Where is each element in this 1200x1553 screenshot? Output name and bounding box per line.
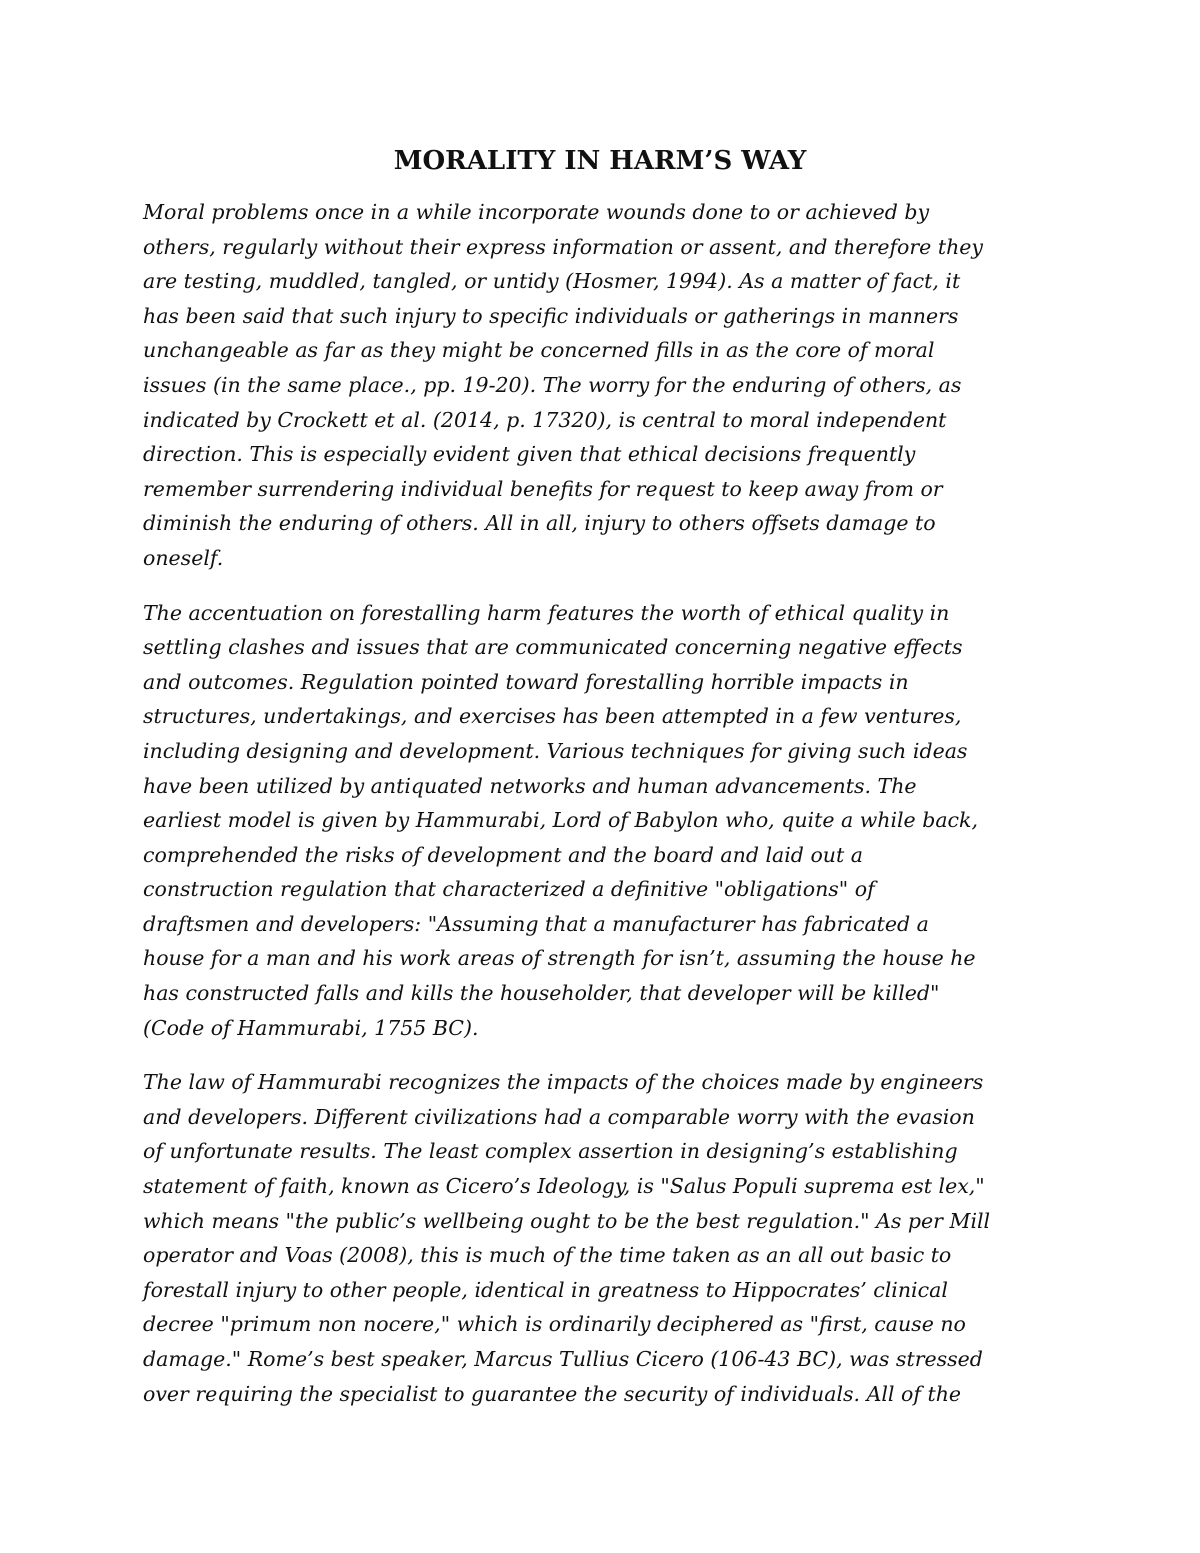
- paragraph-line: The accentuation on forestalling harm features the worth of ethical quality in: [143, 600, 950, 625]
- paragraph-line: over requiring the specialist to guarantee the security of individuals. All of the: [143, 1381, 962, 1406]
- paragraph-line: earliest model is given by Hammurabi, Lord of Babylon who, quite a while back,: [143, 808, 978, 833]
- document-body: [143, 195, 1063, 1431]
- paragraph-line: which means "the public’s wellbeing ought to be the best regulation." As per Mill: [143, 1208, 991, 1233]
- paragraph-line: Moral problems once in a while incorporate wounds done to or achieved by: [143, 200, 930, 224]
- paragraph-line: forestall injury to other people, identical in greatness to Hippocrates’ clinical: [143, 1277, 948, 1302]
- paragraph-line: The law of Hammurabi recognizes the impacts of the choices made by engineers: [143, 1070, 984, 1095]
- paragraph-line: are testing, muddled, tangled, or untidy (Hosmer, 1994). As a matter of fact, it: [143, 269, 961, 294]
- paragraph-line: construction regulation that characterized a definitive "obligations" of: [143, 877, 875, 902]
- paragraph-line: indicated by Crockett et al. (2014, p. 17320), is central to moral independent: [143, 407, 947, 432]
- paragraph-line: direction. This is especially evident given that ethical decisions frequently: [143, 442, 916, 467]
- paragraph-line: operator and Voas (2008), this is much of the time taken as an all out basic to: [143, 1243, 952, 1268]
- paragraph-1: [143, 195, 1063, 576]
- paragraph-line: house for a man and his work areas of strength for isn’t, assuming the house he: [143, 946, 976, 971]
- paragraph-line: and developers. Different civilizations had a comparable worry with the evasion: [143, 1104, 975, 1129]
- paragraph-line: has constructed falls and kills the householder, that developer will be killed": [143, 981, 940, 1006]
- paragraph-line: unchangeable as far as they might be concerned fills in as the core of moral: [143, 338, 935, 363]
- paragraph-line: statement of faith, known as Cicero’s Ideology, is "Salus Populi suprema est lex,": [143, 1174, 985, 1199]
- paragraph-line: structures, undertakings, and exercises has been attempted in a few ventures,: [143, 704, 962, 729]
- paragraph-line: of unfortunate results. The least complex assertion in designing’s establishing: [143, 1139, 958, 1164]
- document-title: MORALITY IN HARM’S WAY: [393, 146, 807, 176]
- paragraph-line: including designing and development. Various techniques for giving such ideas: [143, 738, 968, 763]
- paragraph-line: has been said that such injury to specific individuals or gatherings in manners: [143, 303, 959, 328]
- paragraph-3: [143, 1065, 1063, 1411]
- paragraph-line: others, regularly without their express information or assent, and therefore they: [143, 234, 983, 259]
- paragraph-line: comprehended the risks of development and the board and laid out a: [143, 842, 863, 867]
- paragraph-line: remember surrendering individual benefits for request to keep away from or: [143, 476, 943, 501]
- paragraph-line: draftsmen and developers: "Assuming that a manufacturer has fabricated a: [143, 911, 929, 936]
- paragraph-line: decree "primum non nocere," which is ordinarily deciphered as "first, cause no: [143, 1312, 966, 1337]
- paragraph-line: oneself.: [143, 545, 224, 570]
- paragraph-line: damage." Rome’s best speaker, Marcus Tullius Cicero (106-43 BC), was stressed: [143, 1347, 983, 1371]
- paragraph-line: (Code of Hammurabi, 1755 BC).: [143, 1015, 479, 1040]
- paragraph-2: [143, 596, 1063, 1046]
- paragraph-line: settling clashes and issues that are communicated concerning negative effects: [143, 635, 963, 660]
- paragraph-line: have been utilized by antiquated networks and human advancements. The: [143, 773, 917, 798]
- paragraph-line: issues (in the same place., pp. 19-20). The worry for the enduring of others, as: [143, 372, 962, 397]
- paragraph-line: diminish the enduring of others. All in all, injury to others offsets damage to: [143, 511, 936, 536]
- paragraph-line: and outcomes. Regulation pointed toward forestalling horrible impacts in: [143, 669, 909, 694]
